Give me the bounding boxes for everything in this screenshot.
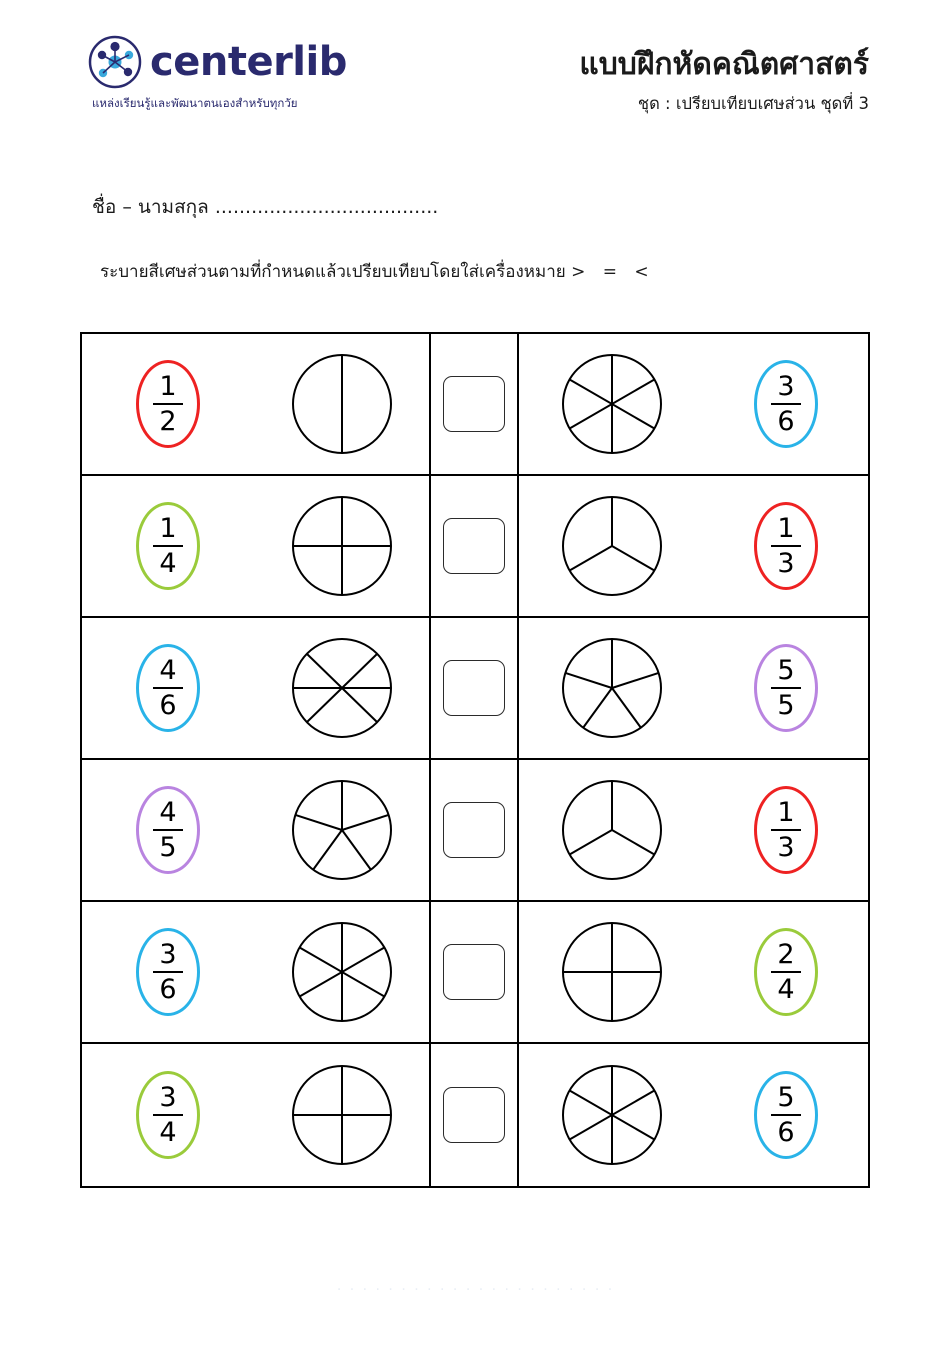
fraction-numerator: 1 bbox=[159, 371, 177, 402]
pie-right-cell bbox=[519, 618, 704, 758]
fraction-left bbox=[136, 644, 200, 732]
pie-right-cell bbox=[519, 1044, 704, 1186]
molecule-dots-icon bbox=[88, 35, 142, 89]
fraction-bar bbox=[771, 971, 801, 973]
fraction-left bbox=[136, 786, 200, 874]
fraction-right bbox=[754, 502, 818, 590]
table-row bbox=[82, 902, 868, 1044]
fraction-denominator: 5 bbox=[159, 832, 177, 863]
answer-box[interactable] bbox=[443, 1087, 505, 1143]
answer-cell[interactable] bbox=[429, 476, 519, 616]
exercise-table bbox=[80, 332, 870, 1188]
instruction-text bbox=[100, 258, 655, 285]
fraction-left bbox=[136, 360, 200, 448]
fraction-denominator: 5 bbox=[777, 690, 795, 721]
fraction-left-cell bbox=[82, 902, 254, 1042]
fraction-denominator: 3 bbox=[777, 548, 795, 579]
fraction-right bbox=[754, 1071, 818, 1159]
pie-chart-6-slices-icon[interactable] bbox=[558, 350, 666, 458]
table-row bbox=[82, 476, 868, 618]
fraction-numerator: 5 bbox=[777, 1082, 795, 1113]
pie-left-cell bbox=[254, 618, 429, 758]
answer-cell[interactable] bbox=[429, 334, 519, 474]
pie-chart-5-slices-icon[interactable] bbox=[558, 634, 666, 742]
fraction-bar bbox=[771, 687, 801, 689]
instruction-sentence: ระบายสีเศษส่วนตามที่กำหนดแล้วเปรียบเทียบโดยใส่เครื่องหมาย bbox=[100, 262, 566, 282]
fraction-left-cell bbox=[82, 760, 254, 900]
answer-cell[interactable] bbox=[429, 618, 519, 758]
fraction-numerator: 1 bbox=[159, 513, 177, 544]
pie-right-cell bbox=[519, 760, 704, 900]
fraction-right-cell bbox=[704, 760, 868, 900]
fraction-right-cell bbox=[704, 618, 868, 758]
fraction-denominator: 2 bbox=[159, 406, 177, 437]
fraction-right bbox=[754, 644, 818, 732]
answer-box[interactable] bbox=[443, 660, 505, 716]
fraction-denominator: 6 bbox=[159, 974, 177, 1005]
pie-chart-4-slices-icon[interactable] bbox=[288, 492, 396, 600]
fraction-right-cell bbox=[704, 334, 868, 474]
fraction-numerator: 1 bbox=[777, 797, 795, 828]
fraction-denominator: 3 bbox=[777, 832, 795, 863]
fraction-bar bbox=[771, 545, 801, 547]
fraction-bar bbox=[771, 403, 801, 405]
fraction-numerator: 4 bbox=[159, 797, 177, 828]
worksheet-title-block bbox=[579, 48, 869, 117]
pie-right-cell bbox=[519, 902, 704, 1042]
pie-chart-2-slices-icon[interactable] bbox=[288, 350, 396, 458]
fraction-bar bbox=[153, 403, 183, 405]
table-row bbox=[82, 618, 868, 760]
pie-chart-6-slices-icon[interactable] bbox=[288, 918, 396, 1026]
pie-chart-6-slices-icon[interactable] bbox=[558, 1061, 666, 1169]
footer-decoration: · · · · · · · · · · · · · · · · · · · · · · bbox=[336, 1282, 615, 1298]
brand-tagline: แหล่งเรียนรู้และพัฒนาตนเองสำหรับทุกวัย bbox=[92, 96, 298, 110]
pie-chart-4-slices-icon[interactable] bbox=[288, 1061, 396, 1169]
instruction-symbols: > = < bbox=[571, 262, 655, 282]
answer-cell[interactable] bbox=[429, 1044, 519, 1186]
fraction-denominator: 6 bbox=[777, 1117, 795, 1148]
fraction-numerator: 3 bbox=[159, 939, 177, 970]
answer-box[interactable] bbox=[443, 518, 505, 574]
pie-left-cell bbox=[254, 902, 429, 1042]
fraction-numerator: 3 bbox=[777, 371, 795, 402]
answer-box[interactable] bbox=[443, 802, 505, 858]
fraction-bar bbox=[153, 971, 183, 973]
pie-left-cell bbox=[254, 334, 429, 474]
brand-name: centerlib bbox=[150, 39, 347, 85]
pie-left-cell bbox=[254, 760, 429, 900]
fraction-left bbox=[136, 502, 200, 590]
answer-cell[interactable] bbox=[429, 760, 519, 900]
fraction-denominator: 4 bbox=[159, 1117, 177, 1148]
fraction-left-cell bbox=[82, 1044, 254, 1186]
pie-chart-3-slices-icon[interactable] bbox=[558, 776, 666, 884]
fraction-right-cell bbox=[704, 476, 868, 616]
fraction-right bbox=[754, 360, 818, 448]
answer-box[interactable] bbox=[443, 376, 505, 432]
pie-chart-5-slices-icon[interactable] bbox=[288, 776, 396, 884]
table-row bbox=[82, 760, 868, 902]
fraction-denominator: 4 bbox=[777, 974, 795, 1005]
pie-right-cell bbox=[519, 476, 704, 616]
fraction-bar bbox=[153, 829, 183, 831]
fraction-bar bbox=[153, 545, 183, 547]
fraction-numerator: 2 bbox=[777, 939, 795, 970]
fraction-left bbox=[136, 928, 200, 1016]
fraction-numerator: 4 bbox=[159, 655, 177, 686]
fraction-numerator: 1 bbox=[777, 513, 795, 544]
brand-logo bbox=[88, 35, 408, 113]
fraction-bar bbox=[153, 687, 183, 689]
fraction-bar bbox=[771, 829, 801, 831]
fraction-left-cell bbox=[82, 334, 254, 474]
pie-right-cell bbox=[519, 334, 704, 474]
page-header bbox=[0, 0, 951, 150]
fraction-bar bbox=[771, 1114, 801, 1116]
fraction-left-cell bbox=[82, 618, 254, 758]
fraction-right bbox=[754, 786, 818, 874]
fraction-right bbox=[754, 928, 818, 1016]
student-name-line: ชื่อ – นามสกุล ..................................... bbox=[92, 196, 439, 218]
fraction-bar bbox=[153, 1114, 183, 1116]
pie-chart-3-slices-icon[interactable] bbox=[558, 492, 666, 600]
fraction-right-cell bbox=[704, 902, 868, 1042]
pie-chart-6-slices-icon[interactable] bbox=[288, 634, 396, 742]
fraction-left-cell bbox=[82, 476, 254, 616]
fraction-right-cell bbox=[704, 1044, 868, 1186]
fraction-denominator: 4 bbox=[159, 548, 177, 579]
pie-chart-4-slices-icon[interactable] bbox=[558, 918, 666, 1026]
answer-box[interactable] bbox=[443, 944, 505, 1000]
fraction-denominator: 6 bbox=[777, 406, 795, 437]
fraction-numerator: 5 bbox=[777, 655, 795, 686]
page-subtitle: ชุด : เปรียบเทียบเศษส่วน ชุดที่ 3 bbox=[637, 93, 869, 113]
fraction-numerator: 3 bbox=[159, 1082, 177, 1113]
pie-left-cell bbox=[254, 476, 429, 616]
table-row bbox=[82, 334, 868, 476]
table-row bbox=[82, 1044, 868, 1186]
fraction-left bbox=[136, 1071, 200, 1159]
answer-cell[interactable] bbox=[429, 902, 519, 1042]
page-title: แบบฝึกหัดคณิตศาสตร์ bbox=[579, 47, 869, 82]
pie-left-cell bbox=[254, 1044, 429, 1186]
fraction-denominator: 6 bbox=[159, 690, 177, 721]
